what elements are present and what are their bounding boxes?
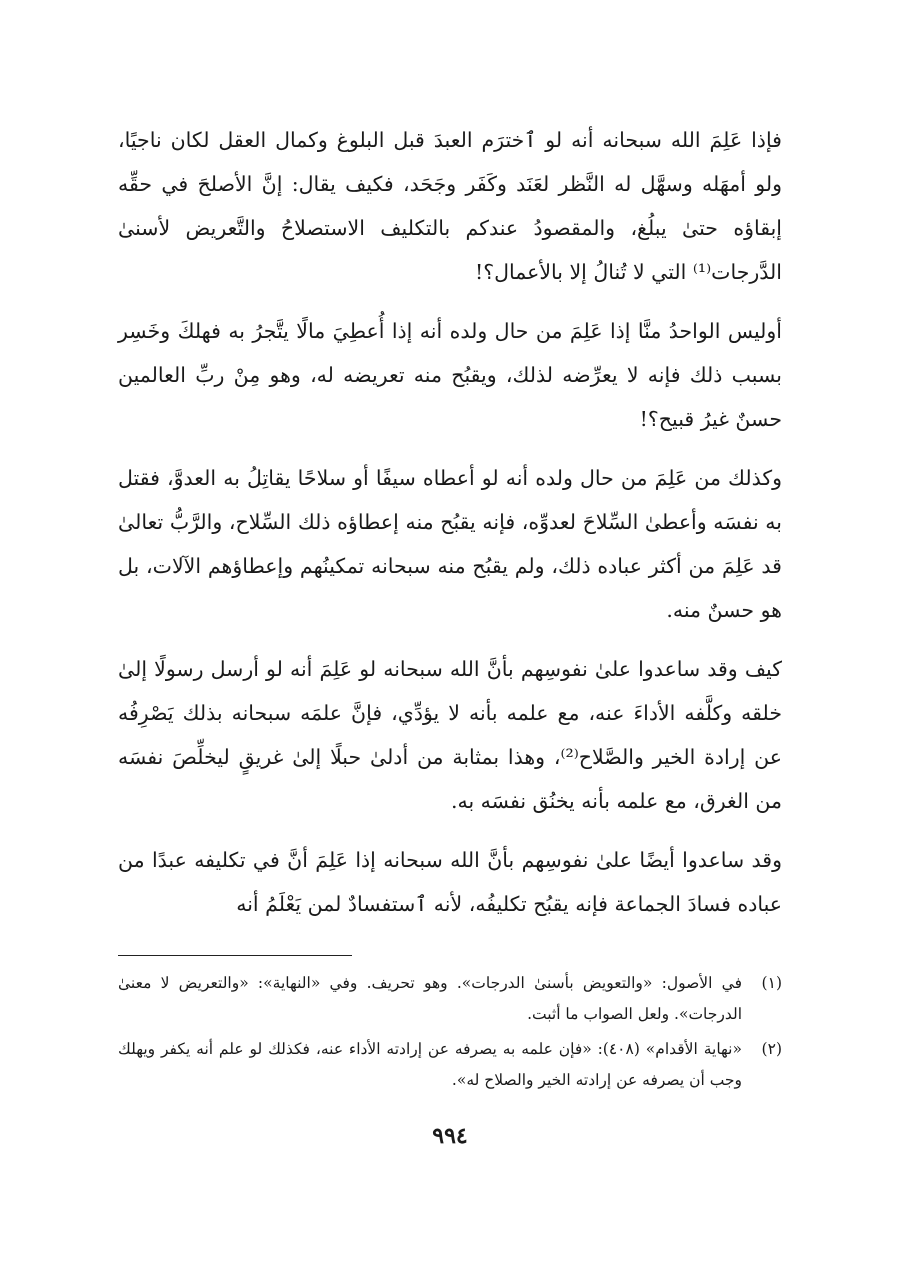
paragraph-2: أوليس الواحدُ منَّا إذا عَلِمَ من حال ولده أنه إذا أُعطِيَ مالًا يتَّجرُ به فهلكَ وخَسِر بسبب ذلك فإنه لا يعرِّضه لذلك، ويقبُح منه تعريضه له، وهو مِنْ ربِّ العالمين حسنٌ غيرُ قبيح؟! (118, 319, 782, 431)
footnote-1 (118, 968, 782, 1030)
footnote-2-number: (٢) (761, 1040, 782, 1058)
paragraph-1: فإذا عَلِمَ الله سبحانه أنه لو ٱخترَم العبدَ قبل البلوغ وكمال العقل لكان ناجيًا، ولو أمهَله وسهَّل له النَّظر لعَنَد وكَفَر وجَحَد، فكيف يقال: إنَّ الأصلحَ في حقِّه إبقاؤه حتىٰ يبلُغ، والمقصودُ عندكم بالتكليف الاستصلاحُ والتَّعريض لأسنىٰ الدَّرجات⁽¹⁾ التي لا تُنالُ إلا بالأعمال؟! (118, 128, 782, 284)
footnote-1-text: في الأصول: «والتعويض بأسنىٰ الدرجات». وهو تحريف. وفي «النهاية»: «والتعريض لا معنىٰ الدرجات». ولعل الصواب ما أثبت. (118, 974, 742, 1023)
main-text (118, 118, 782, 941)
paragraph-4: كيف وقد ساعدوا علىٰ نفوسِهم بأنَّ الله سبحانه لو عَلِمَ أنه لو أرسل رسولًا إلىٰ خلقه وكلَّفه الأداءَ عنه، مع علمه بأنه لا يؤدِّي، فإنَّ علمَه سبحانه بذلك يَصْرِفُه عن إرادة الخير والصَّلاح⁽²⁾، وهذا بمثابة من أدلىٰ حبلًا إلىٰ غريقٍ ليخلِّصَ نفسَه من الغرق، مع علمه بأنه يخنُق نفسَه به. (118, 657, 782, 813)
footnote-1-number: (١) (761, 974, 782, 992)
footnotes (118, 968, 782, 1100)
page-number: ٩٩٤ (432, 1123, 468, 1149)
footnote-separator (118, 955, 352, 956)
footnote-2-text: «نهاية الأقدام» (٤٠٨): «فإن علمه به يصرفه عن إرادته الأداء عنه، فكذلك لو علم أنه يكفر ويهلك وجب أن يصرفه عن إرادته الخير والصلاح له». (118, 1040, 742, 1089)
paragraph-3: وكذلك من عَلِمَ من حال ولده أنه لو أعطاه سيفًا أو سلاحًا يقاتِلُ به العدوَّ، فقتل به نفسَه وأعطىٰ السِّلاحَ لعدوِّه، فإنه يقبُح منه إعطاؤه ذلك السِّلاح، والرَّبُّ تعالىٰ قد عَلِمَ من أكثر عباده ذلك، ولم يقبُح منه سبحانه تمكينُهم وإعطاؤهم الآلات، بل هو حسنٌ منه. (118, 466, 782, 622)
footnote-2 (118, 1034, 782, 1096)
paragraph-5: وقد ساعدوا أيضًا علىٰ نفوسِهم بأنَّ الله سبحانه إذا عَلِمَ أنَّ في تكليفه عبدًا من عباده فسادَ الجماعة فإنه يقبُح تكليفُه، لأنه ٱستفسادٌ لمن يَعْلَمُ أنه (118, 848, 782, 916)
